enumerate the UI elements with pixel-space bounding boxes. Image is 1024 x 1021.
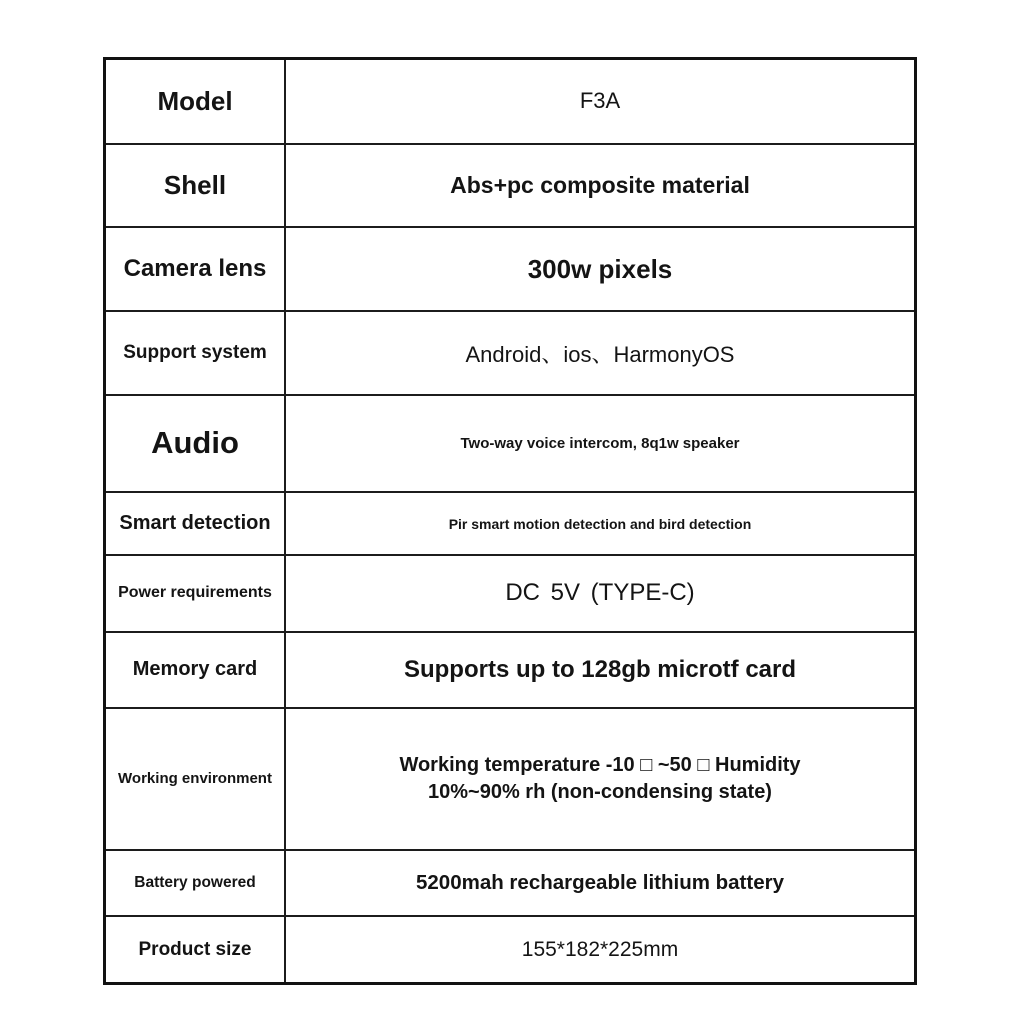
- spec-table: [103, 57, 917, 985]
- spec-label-memory-card: Memory card: [105, 632, 286, 708]
- spec-value-audio: Two-way voice intercom, 8q1w speaker: [285, 395, 916, 492]
- spec-label-support-system: Support system: [105, 311, 286, 395]
- spec-value-model: F3A: [285, 59, 916, 144]
- spec-value-product-size: 155*182*225mm: [285, 916, 916, 983]
- spec-row-battery-powered: [105, 850, 916, 916]
- spec-row-shell: [105, 144, 916, 228]
- spec-row-working-environment: [105, 708, 916, 850]
- spec-row-audio: [105, 395, 916, 492]
- spec-value-working-environment: [285, 708, 916, 850]
- spec-value-shell: Abs+pc composite material: [285, 144, 916, 228]
- working-environment-line-2: 10%~90% rh (non-condensing state): [428, 780, 772, 803]
- spec-label-shell: Shell: [105, 144, 286, 228]
- working-environment-line-1: Working temperature -10 □ ~50 □ Humidity: [399, 753, 801, 776]
- spec-label-power-requirements: Power requirements: [105, 555, 286, 631]
- spec-row-smart-detection: [105, 492, 916, 556]
- spec-row-power-requirements: [105, 555, 916, 631]
- spec-row-product-size: [105, 916, 916, 983]
- spec-value-support-system: Android、ios、HarmonyOS: [285, 311, 916, 395]
- spec-row-memory-card: [105, 632, 916, 708]
- spec-table-container: [103, 57, 917, 985]
- spec-value-camera-lens: 300w pixels: [285, 227, 916, 311]
- spec-value-memory-card: Supports up to 128gb microtf card: [285, 632, 916, 708]
- spec-label-audio: Audio: [105, 395, 286, 492]
- spec-label-product-size: Product size: [105, 916, 286, 983]
- spec-label-smart-detection: Smart detection: [105, 492, 286, 556]
- spec-value-smart-detection: Pir smart motion detection and bird detection: [285, 492, 916, 556]
- spec-row-camera-lens: [105, 227, 916, 311]
- spec-label-working-environment: Working environment: [105, 708, 286, 850]
- spec-row-model: [105, 59, 916, 144]
- spec-label-camera-lens: Camera lens: [105, 227, 286, 311]
- spec-row-support-system: [105, 311, 916, 395]
- spec-label-model: Model: [105, 59, 286, 144]
- spec-value-battery-powered: 5200mah rechargeable lithium battery: [285, 850, 916, 916]
- spec-value-power-requirements: DC 5V (TYPE-C): [285, 555, 916, 631]
- spec-label-battery-powered: Battery powered: [105, 850, 286, 916]
